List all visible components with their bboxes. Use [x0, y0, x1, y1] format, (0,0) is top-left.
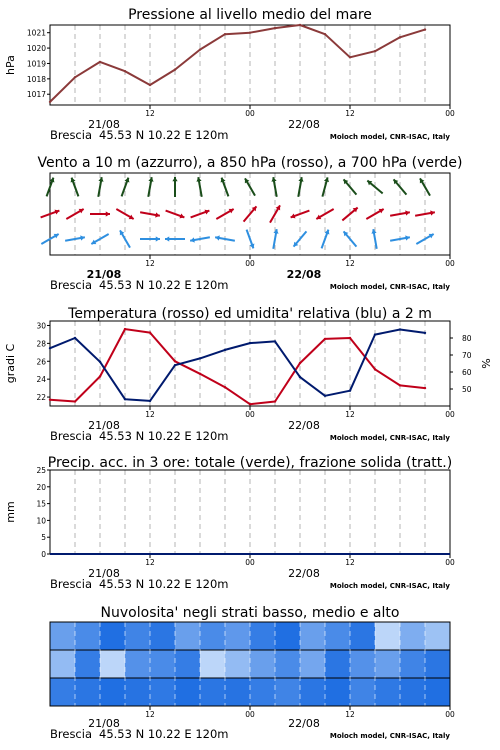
cloud-cell	[250, 650, 276, 678]
data-point	[174, 360, 176, 362]
cloud-cell	[75, 650, 101, 678]
date-label: 21/08	[88, 419, 120, 432]
credit-label: Moloch model, CNR-ISAC, Italy	[329, 434, 450, 442]
city-label: Brescia	[50, 577, 92, 591]
data-point	[49, 347, 51, 349]
data-point	[374, 50, 376, 52]
cloud-cell	[325, 622, 351, 650]
data-point	[149, 400, 151, 402]
data-point	[299, 376, 301, 378]
x-tick-label: 00	[445, 259, 455, 268]
panel-title: Temperatura (rosso) ed umidita' relativa (blu) a 2 m	[68, 306, 432, 322]
x-tick-label: 00	[445, 558, 455, 567]
y-tick-label: 10	[36, 516, 46, 526]
cloud-cell	[275, 650, 301, 678]
wind-arrow-head	[106, 211, 110, 216]
data-point	[99, 361, 101, 363]
data-point	[49, 399, 51, 401]
data-point	[224, 33, 226, 35]
wind-arrow	[344, 231, 357, 246]
temperature-line	[50, 329, 425, 404]
x-tick-label: 12	[345, 558, 355, 567]
y-tick-label: 1021	[26, 28, 46, 38]
cloud-cell	[125, 622, 151, 650]
x-tick-label: 00	[445, 109, 455, 118]
data-point	[324, 395, 326, 397]
cloud-cell	[100, 678, 126, 706]
city-label: Brescia	[50, 278, 92, 292]
wind-arrow-head	[172, 177, 177, 181]
data-point	[399, 36, 401, 38]
panel-title: Precip. acc. in 3 ore: totale (verde), frazione solida (tratt.)	[47, 455, 453, 471]
wind-arrow	[322, 177, 329, 196]
y-tick-label: 1019	[26, 59, 46, 69]
panel-1	[4, 7, 455, 142]
data-point	[399, 328, 401, 330]
data-point	[99, 375, 101, 377]
cloud-cell	[125, 650, 151, 678]
x-tick-label: 12	[145, 410, 155, 419]
data-point	[224, 386, 226, 388]
x-tick-label: 12	[145, 558, 155, 567]
wind-arrow	[172, 177, 177, 197]
wind-arrow	[91, 234, 108, 244]
y-tick-label: 1017	[26, 90, 46, 100]
data-point	[374, 368, 376, 370]
y-tick-label: 1020	[26, 44, 46, 54]
y-axis-label: mm	[4, 501, 17, 523]
data-point	[274, 340, 276, 342]
cloud-cell	[150, 650, 176, 678]
cloud-cell	[125, 678, 151, 706]
cloud-cell	[50, 678, 76, 706]
cloud-cell	[275, 678, 301, 706]
y-tick-label-right: 60	[462, 368, 472, 377]
data-point	[224, 349, 226, 351]
data-point	[199, 373, 201, 375]
cloud-cell	[425, 650, 451, 678]
credit-label: Moloch model, CNR-ISAC, Italy	[329, 283, 450, 291]
city-label: Brescia	[50, 128, 92, 142]
cloud-cell	[100, 622, 126, 650]
y-tick-label: 5	[41, 533, 46, 543]
panel-5	[50, 605, 455, 741]
data-point	[299, 362, 301, 364]
cloud-cell	[425, 678, 451, 706]
cloud-cell	[425, 622, 451, 650]
cloud-cell	[200, 678, 226, 706]
x-tick-label: 00	[445, 710, 455, 719]
x-tick-label: 12	[345, 710, 355, 719]
data-point	[174, 364, 176, 366]
coords-label: 45.53 N 10.22 E 120m	[99, 278, 229, 292]
x-tick-label: 12	[345, 410, 355, 419]
data-point	[324, 338, 326, 340]
data-point	[374, 333, 376, 335]
data-point	[349, 337, 351, 339]
cloud-cell	[150, 622, 176, 650]
x-tick-label: 12	[145, 710, 155, 719]
cloud-cell	[375, 678, 401, 706]
x-tick-label: 00	[445, 410, 455, 419]
x-tick-label: 00	[245, 410, 255, 419]
y-axis-label: gradi C	[4, 343, 17, 384]
x-tick-label: 00	[245, 710, 255, 719]
wind-arrow	[190, 237, 210, 242]
data-point	[124, 70, 126, 72]
cloud-cell	[325, 650, 351, 678]
wind-arrow	[247, 230, 255, 249]
data-point	[99, 61, 101, 63]
coords-label: 45.53 N 10.22 E 120m	[99, 727, 229, 741]
cloud-cell	[350, 622, 376, 650]
city-label: Brescia	[50, 727, 92, 741]
cloud-cell	[200, 622, 226, 650]
pressure-line	[50, 25, 425, 102]
data-point	[199, 48, 201, 50]
y-tick-label: 26	[36, 357, 46, 367]
cloud-cell	[75, 622, 101, 650]
date-label: 22/08	[288, 717, 320, 730]
data-point	[124, 398, 126, 400]
date-label: 22/08	[288, 419, 320, 432]
data-point	[399, 384, 401, 386]
x-tick-label: 00	[245, 558, 255, 567]
date-label: 21/08	[88, 567, 120, 580]
y-axis-label: hPa	[4, 55, 17, 75]
y-tick-label-right: 80	[462, 334, 472, 343]
data-point	[299, 24, 301, 26]
x-tick-label: 00	[245, 259, 255, 268]
x-tick-label: 12	[145, 109, 155, 118]
y-axis-label-right: %	[480, 358, 493, 369]
cloud-cell	[175, 678, 201, 706]
panel-title: Nuvolosita' negli strati basso, medio e alto	[100, 605, 400, 621]
cloud-cell	[350, 678, 376, 706]
cloud-cell	[325, 678, 351, 706]
data-point	[424, 387, 426, 389]
cloud-cell	[300, 650, 326, 678]
coords-label: 45.53 N 10.22 E 120m	[99, 577, 229, 591]
wind-arrow	[271, 177, 276, 197]
cloud-cell	[350, 650, 376, 678]
data-point	[349, 390, 351, 392]
cloud-cell	[400, 650, 426, 678]
panel-4	[4, 455, 455, 591]
x-tick-label: 12	[345, 109, 355, 118]
data-point	[249, 403, 251, 405]
data-point	[424, 332, 426, 334]
wind-arrow	[148, 177, 153, 197]
data-point	[74, 76, 76, 78]
y-tick-label: 15	[36, 499, 46, 509]
y-tick-label: 28	[36, 339, 46, 349]
wind-arrow	[196, 177, 201, 197]
data-point	[274, 400, 276, 402]
cloud-cell	[275, 622, 301, 650]
data-point	[349, 56, 351, 58]
wind-arrow	[273, 229, 278, 249]
y-tick-label: 0	[41, 550, 46, 559]
y-tick-label-right: 50	[462, 385, 472, 394]
y-tick-label: 24	[36, 375, 46, 385]
cloud-cell	[175, 622, 201, 650]
wind-arrow	[298, 177, 303, 197]
cloud-cell	[200, 650, 226, 678]
cloud-cell	[250, 678, 276, 706]
cloud-cell	[50, 622, 76, 650]
data-point	[199, 357, 201, 359]
data-point	[124, 328, 126, 330]
cloud-cell	[150, 678, 176, 706]
date-label: 21/08	[88, 118, 120, 131]
cloud-cell	[300, 678, 326, 706]
data-point	[49, 101, 51, 103]
panel-title: Vento a 10 m (azzurro), a 850 hPa (rosso), a 700 hPa (verde)	[37, 155, 463, 171]
wind-arrow	[294, 231, 307, 246]
y-tick-label: 30	[36, 321, 46, 331]
data-point	[149, 84, 151, 86]
data-point	[249, 31, 251, 33]
cloud-cell	[400, 678, 426, 706]
wind-arrow	[98, 177, 103, 197]
cloud-cell	[100, 650, 126, 678]
city-label: Brescia	[50, 429, 92, 443]
date-label: 22/08	[288, 118, 320, 131]
coords-label: 45.53 N 10.22 E 120m	[99, 429, 229, 443]
cloud-cell	[250, 622, 276, 650]
cloud-cell	[175, 650, 201, 678]
panel-3	[4, 306, 493, 443]
cloud-cell	[75, 678, 101, 706]
date-label: 22/08	[288, 567, 320, 580]
x-tick-label: 12	[145, 259, 155, 268]
cloud-cell	[300, 622, 326, 650]
wind-arrow-head	[156, 236, 160, 241]
cloud-cell	[400, 622, 426, 650]
cloud-cell	[375, 622, 401, 650]
data-point	[324, 33, 326, 35]
panel-title: Pressione al livello medio del mare	[128, 7, 372, 23]
x-tick-label: 00	[245, 109, 255, 118]
credit-label: Moloch model, CNR-ISAC, Italy	[329, 133, 450, 141]
data-point	[149, 331, 151, 333]
wind-arrow	[371, 229, 376, 249]
data-point	[424, 28, 426, 30]
cloud-cell	[225, 622, 251, 650]
cloud-cell	[225, 678, 251, 706]
date-label: 21/08	[88, 717, 120, 730]
credit-label: Moloch model, CNR-ISAC, Italy	[329, 732, 450, 740]
data-point	[74, 400, 76, 402]
data-point	[249, 342, 251, 344]
y-tick-label: 22	[36, 393, 46, 403]
wind-arrow	[416, 234, 433, 244]
x-tick-label: 12	[345, 259, 355, 268]
date-label: 21/08	[86, 268, 122, 281]
data-point	[274, 27, 276, 29]
coords-label: 45.53 N 10.22 E 120m	[99, 128, 229, 142]
y-tick-label: 1018	[26, 74, 46, 84]
cloud-cell	[225, 650, 251, 678]
cloud-cell	[50, 650, 76, 678]
y-tick-label: 25	[36, 466, 46, 475]
cloud-cell	[375, 650, 401, 678]
date-label: 22/08	[286, 268, 322, 281]
data-point	[174, 68, 176, 70]
wind-arrow	[140, 212, 160, 217]
y-tick-label-right: 70	[462, 351, 472, 360]
data-point	[74, 337, 76, 339]
panel-2	[37, 155, 462, 292]
wind-arrow-head	[165, 236, 169, 241]
y-tick-label: 20	[36, 482, 46, 492]
credit-label: Moloch model, CNR-ISAC, Italy	[329, 582, 450, 590]
